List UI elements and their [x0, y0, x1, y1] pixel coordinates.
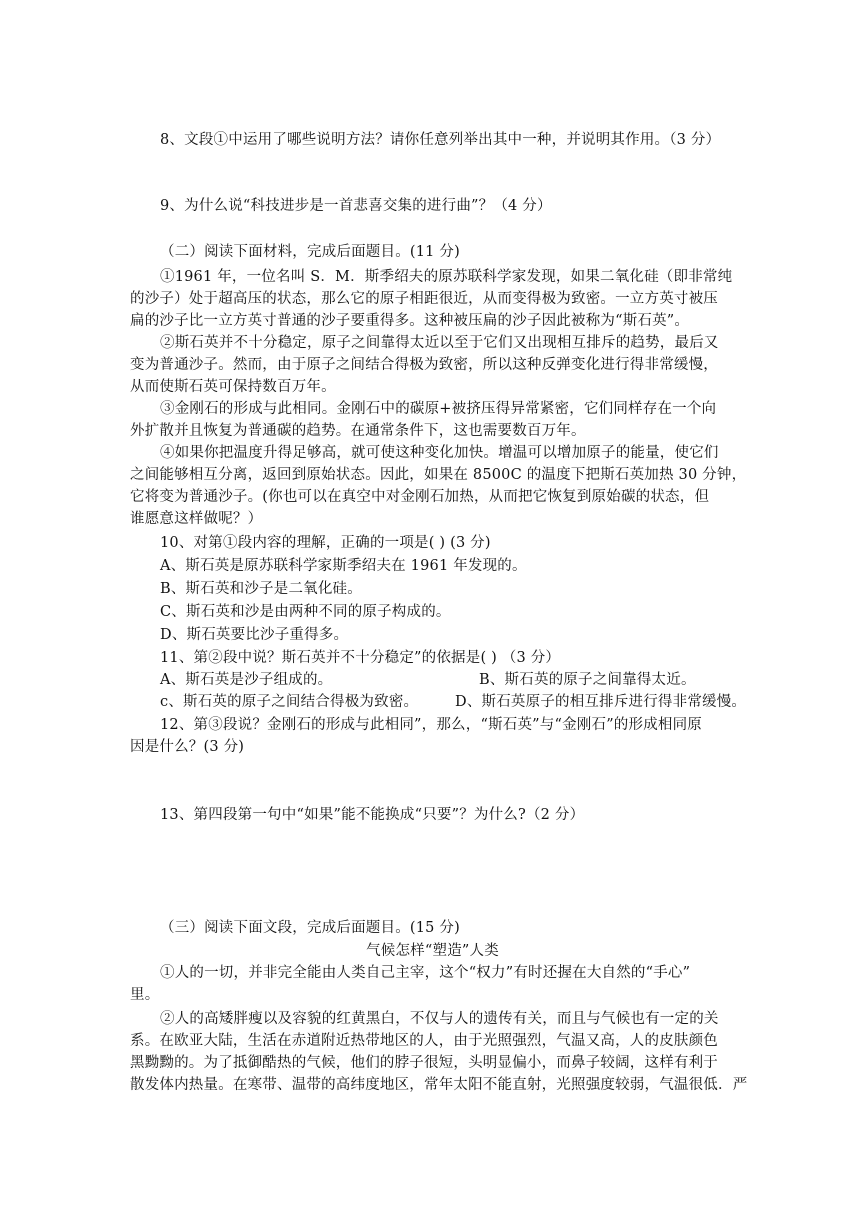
q10-option-c: C、斯石英和沙是由两种不同的原子构成的。: [160, 604, 451, 620]
sec2-para1-line2: 的沙子）处于超高压的状态，那么它的原子相距很近，从而变得极为致密。一立方英寸被压: [130, 291, 718, 307]
q11-option-c: c、斯石英的原子之间结合得极为致密。: [160, 694, 419, 710]
question-8: 8、文段①中运用了哪些说明方法？请你任意列举出其中一种，并说明其作用。（3 分）: [160, 132, 721, 148]
sec2-para4-line2: 之间能够相互分离，返回到原始状态。因此，如果在 8500C 的温度下把斯石英加热 30 分钟，: [130, 467, 747, 483]
q10-option-a: A、斯石英是原苏联科学家斯季绍夫在 1961 年发现的。: [160, 558, 527, 574]
question-12-line1: 12、第③段说？金刚石的形成与此相同”，那么，“斯石英”与“金刚石”的形成相同原: [160, 717, 703, 733]
question-11: 11、第②段中说？斯石英并不十分稳定”的依据是( ) （3 分）: [160, 650, 561, 666]
sec2-para2-line2: 变为普通沙子。然而，由于原子之间结合得极为致密，所以这种反弹变化进行得非常缓慢，: [130, 357, 718, 373]
sec2-para1-line1: ①1961 年，一位名叫 S．M．斯季绍夫的原苏联科学家发现，如果二氧化硅（即非常纯: [160, 269, 733, 285]
sec3-para2-line4: 散发体内热量。在寒带、温带的高纬度地区，常年太阳不能直射，光照强度较弱，气温很低．严: [130, 1077, 748, 1093]
q10-option-b: B、斯石英和沙子是二氧化硅。: [160, 581, 362, 597]
question-9: 9、为什么说“科技进步是一首悲喜交集的进行曲”？（4 分）: [160, 198, 552, 214]
sec3-para2-line2: 系。在欧亚大陆，生活在赤道附近热带地区的人，由于光照强烈，气温又高，人的皮肤颜色: [130, 1033, 718, 1049]
question-13: 13、第四段第一句中“如果”能不能换成“只要”？为什么?（2 分）: [160, 807, 585, 823]
sec2-para2-line3: 从而使斯石英可保持数百万年。: [130, 379, 336, 395]
sec2-para3-line1: ③金刚石的形成与此相同。金刚石中的碳原+被挤压得异常紧密，它们同样存在一个向: [160, 401, 717, 417]
sec2-para3-line2: 外扩散并且恢复为普通碳的趋势。在通常条件下，这也需要数百万年。: [130, 423, 586, 439]
sec3-para2-line3: 黑黝黝的。为了抵御酷热的气候，他们的脖子很短，头明显偏小，而鼻子较阔，这样有利于: [130, 1055, 718, 1071]
q11-option-d: D、斯石英原子的相互排斥进行得非常缓慢。: [455, 694, 747, 710]
sec3-para1-line1: ①人的一切，并非完全能由人类自己主宰，这个“权力”有时还握在大自然的“手心”: [160, 965, 691, 981]
q11-option-b: B、斯石英的原子之间靠得太近。: [479, 672, 696, 688]
article-title: 气候怎样“塑造”人类: [366, 943, 499, 959]
section-3-heading: （三）阅读下面文段，完成后面题目。(15 分): [160, 920, 460, 936]
question-12-line2: 因是什么？(3 分): [130, 739, 245, 755]
q10-option-d: D、斯石英要比沙子重得多。: [160, 627, 349, 643]
sec2-para4-line4: 谁愿意这样做呢？）: [130, 511, 263, 527]
question-10: 10、对第①段内容的理解，正确的一项是( ) (3 分): [160, 535, 491, 551]
sec2-para1-line3: 扁的沙子比一立方英寸普通的沙子要重得多。这种被压扁的沙子因此被称为“斯石英”。: [130, 313, 690, 329]
q11-option-a: A、斯石英是沙子组成的。: [160, 672, 333, 688]
sec3-para2-line1: ②人的高矮胖瘦以及容貌的红黄黑白，不仅与人的遗传有关，而且与气候也有一定的关: [160, 1011, 719, 1027]
sec2-para4-line1: ④如果你把温度升得足够高，就可使这种变化加快。增温可以增加原子的能量，使它们: [160, 445, 719, 461]
sec2-para4-line3: 它将变为普通沙子。(你也可以在真空中对金刚石加热，从而把它恢复到原始碳的状态，但: [130, 489, 710, 505]
section-2-heading: （二）阅读下面材料，完成后面题目。(11 分): [160, 244, 460, 260]
sec2-para2-line1: ②斯石英并不十分稳定，原子之间靠得太近以至于它们又出现相互排斥的趋势，最后又: [160, 335, 719, 351]
sec3-para1-line2: 里。: [130, 987, 160, 1003]
